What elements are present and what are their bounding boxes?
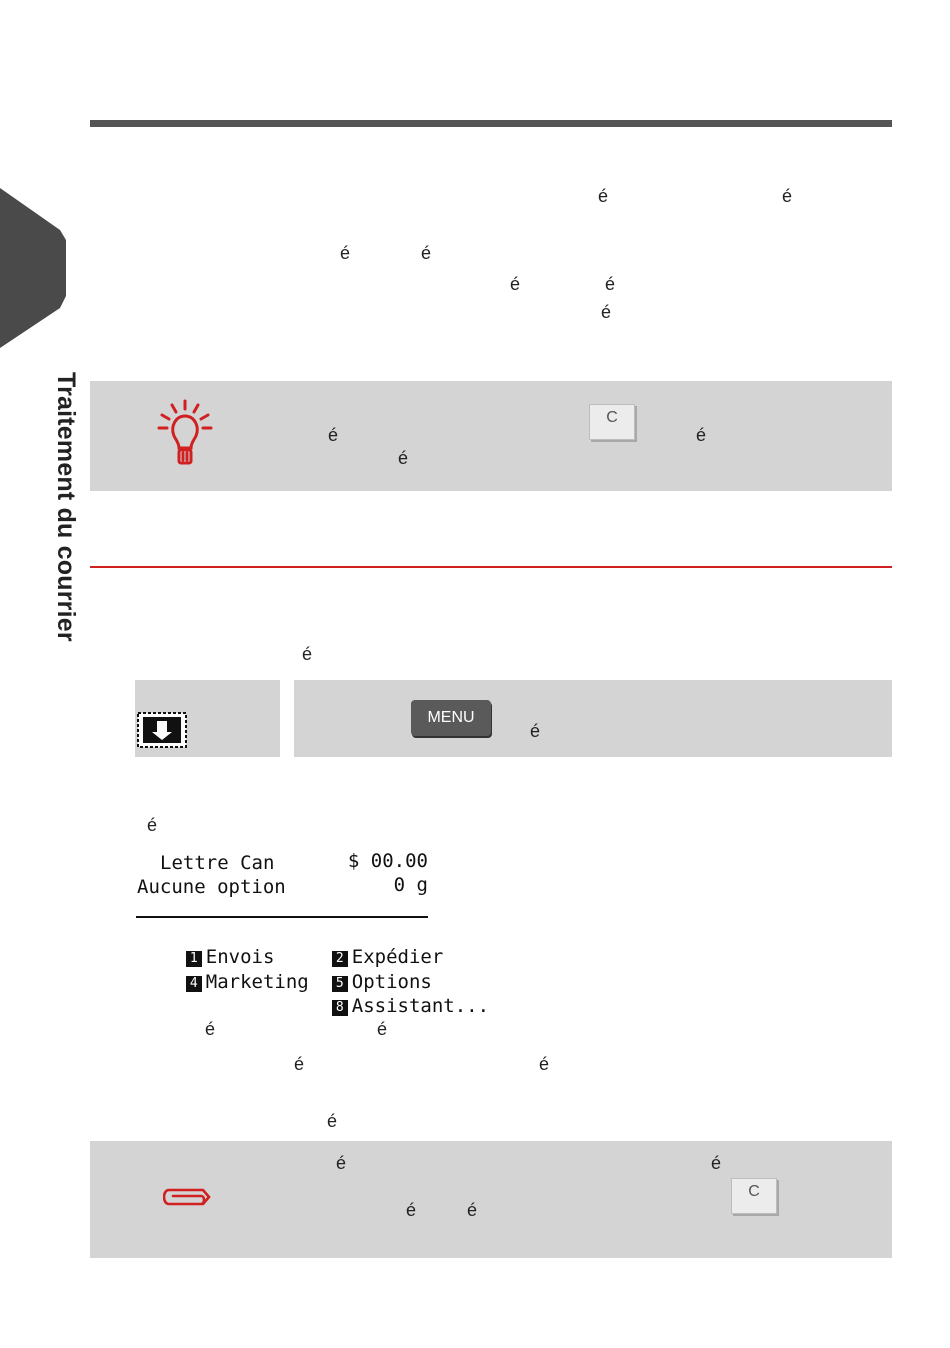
accent-glyph: é (601, 302, 612, 322)
lcd-option-label: Aucune option (137, 876, 286, 898)
lcd-menu-item: 4 Marketing (140, 949, 309, 1015)
c-key-icon: C (731, 1178, 777, 1214)
lcd-menu-item: 5 Options (286, 949, 432, 1015)
accent-glyph: é (328, 425, 339, 445)
accent-glyph: é (510, 274, 521, 294)
accent-glyph: é (294, 1054, 305, 1074)
chapter-title: Traitement du courrier (52, 372, 80, 642)
accent-glyph: é (696, 425, 707, 445)
menu-key-icon: MENU (411, 700, 491, 736)
lcd-rate-label: Lettre Can (160, 852, 275, 874)
accent-glyph: é (327, 1111, 338, 1131)
lcd-menu-item: 2 Expédier (286, 924, 443, 990)
accent-glyph: é (147, 815, 158, 835)
accent-glyph: é (598, 186, 609, 206)
accent-glyph: é (467, 1200, 478, 1220)
instruction-panel (294, 680, 892, 757)
stamp-icon (137, 712, 187, 748)
accent-glyph: é (539, 1054, 550, 1074)
lcd-screen (136, 850, 490, 1017)
lcd-menu-item: 8 Assistant... (286, 973, 489, 1039)
accent-glyph: é (336, 1153, 347, 1173)
accent-glyph: é (377, 1019, 388, 1039)
accent-glyph: é (205, 1019, 216, 1039)
lcd-amount: $ 00.00 (347, 850, 428, 872)
accent-glyph: é (605, 274, 616, 294)
lcd-weight: 0 g (393, 874, 428, 896)
accent-glyph: é (711, 1153, 722, 1173)
section-rule (90, 566, 892, 568)
lightbulb-icon (156, 398, 214, 468)
accent-glyph: é (406, 1200, 417, 1220)
paperclip-icon (163, 1186, 215, 1208)
accent-glyph: é (302, 644, 313, 664)
c-key-icon: C (589, 404, 635, 440)
accent-glyph: é (398, 448, 409, 468)
accent-glyph: é (421, 243, 432, 263)
lcd-divider (136, 916, 428, 918)
lcd-menu-item: 1 Envois (140, 924, 274, 990)
header-rule (90, 120, 892, 127)
accent-glyph: é (340, 243, 351, 263)
accent-glyph: é (530, 721, 541, 741)
accent-glyph: é (782, 186, 793, 206)
chapter-tab (0, 188, 66, 348)
